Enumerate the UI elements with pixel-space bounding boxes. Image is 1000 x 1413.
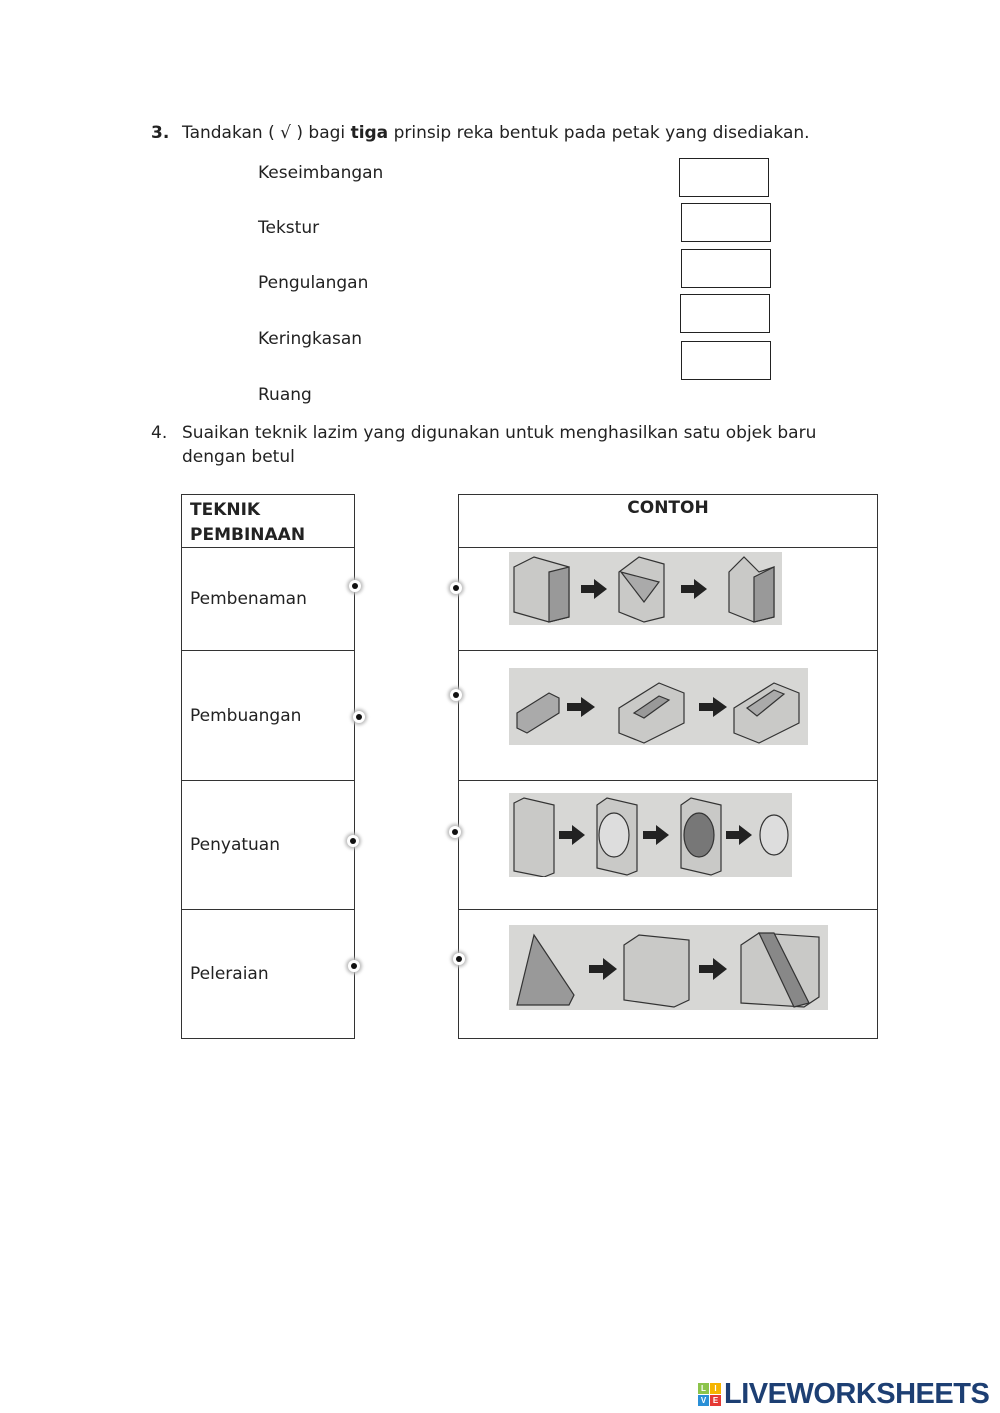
logo-letter: E <box>710 1395 721 1406</box>
technique-label: Peleraian <box>190 964 269 984</box>
example-image-joining <box>509 793 792 877</box>
answer-box[interactable] <box>681 341 771 380</box>
logo-text: LIVEWORKSHEETS <box>724 1378 990 1410</box>
example-image-embedding <box>509 552 782 625</box>
question-text: prinsip reka bentuk pada petak yang disediakan. <box>388 123 810 143</box>
question-text: Suaikan teknik lazim yang digunakan untuk menghasilkan satu objek baru dengan betul <box>182 423 817 467</box>
match-dot-right[interactable] <box>450 582 462 594</box>
option-label: Tekstur <box>258 218 320 238</box>
question-number: 4. <box>151 423 168 443</box>
technique-label: Pembenaman <box>190 589 307 609</box>
match-dot-left[interactable] <box>353 711 365 723</box>
example-image-removal <box>509 668 808 745</box>
technique-label: Penyatuan <box>190 835 280 855</box>
option-label: Ruang <box>258 385 312 405</box>
option-label: Keseimbangan <box>258 163 384 183</box>
question-text: Tandakan ( √ ) bagi <box>182 123 351 143</box>
question-4 <box>151 421 881 469</box>
answer-box[interactable] <box>679 158 769 197</box>
question-3 <box>151 123 810 143</box>
technique-label: Pembuangan <box>190 706 302 726</box>
column-header-teknik: TEKNIK PEMBINAAN <box>190 500 306 545</box>
match-dot-left[interactable] <box>348 960 360 972</box>
match-dot-right[interactable] <box>453 953 465 965</box>
answer-box[interactable] <box>681 249 771 288</box>
match-dot-right[interactable] <box>449 826 461 838</box>
match-dot-left[interactable] <box>349 580 361 592</box>
answer-box[interactable] <box>680 294 770 333</box>
logo-letter: I <box>710 1383 721 1394</box>
question-text-bold: tiga <box>350 123 389 143</box>
question-number: 3. <box>151 123 170 143</box>
logo-letter: V <box>698 1395 709 1406</box>
option-label: Keringkasan <box>258 329 363 349</box>
liveworksheets-logo <box>698 1378 989 1411</box>
match-dot-right[interactable] <box>450 689 462 701</box>
option-label: Pengulangan <box>258 273 369 293</box>
match-dot-left[interactable] <box>347 835 359 847</box>
answer-box[interactable] <box>681 203 771 242</box>
example-image-disassembly <box>509 925 828 1010</box>
logo-letter: L <box>698 1383 709 1394</box>
logo-icon <box>698 1383 721 1406</box>
column-header-contoh: CONTOH <box>627 498 709 518</box>
